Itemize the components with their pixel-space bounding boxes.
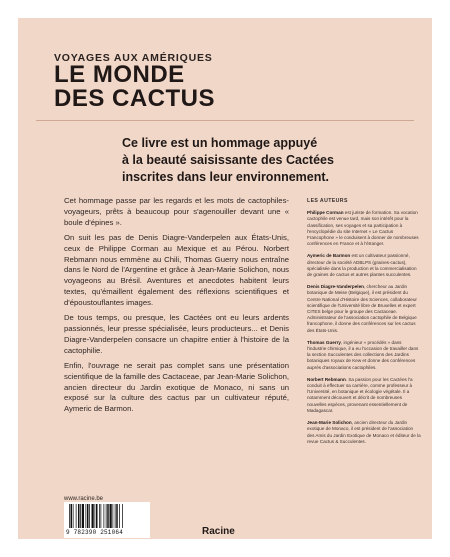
- authors-column: [307, 198, 421, 451]
- author-bio: , ancien directeur du Jardin exotique de Monaco, il est président de l'association des Amis du Jardin Exotique de Monaco et éditeur de la revue Cactus & Succulentes.: [307, 420, 421, 444]
- barcode-stripe: [69, 504, 70, 528]
- author-bio: . Sa passion pour les Cactées l'a conduit à effectuer sa carrière, comme professeur à l'Université, en botanique et écologie végétale. Il a notamment découvert et décrit de nombreuses nouvelles espèces, provenant essentiellement de Madagascar.: [307, 376, 413, 413]
- author-entry: [307, 377, 421, 414]
- blurb: [64, 196, 289, 419]
- author-entry: [307, 210, 421, 247]
- barcode-stripe: [107, 504, 109, 528]
- author-entry: [307, 340, 421, 371]
- blurb-paragraph: Enfin, l'ouvrage ne serait pas complet sans une présentation scientifique de la famille des Cactaceae, par Jean-Marie Solichon, ancien directeur du Jardin exotique de Monaco, ni sans un exposé sur la culture des cactus par un cultivateur réputé, Aymeric de Barmon.: [64, 360, 289, 414]
- barcode-stripe: [116, 504, 118, 528]
- publisher-logo: Racine: [202, 526, 235, 537]
- author-name: Jean-Marie Solichon: [307, 420, 352, 426]
- author-entry: [307, 420, 421, 445]
- blurb-paragraph: On suit les pas de Denis Diagre-Vanderpelen aux États-Unis, ceux de Philippe Corman au Mexique et au Pérou. Norbert Rebmann nous emmène au Chili, Thomas Guerry nous entraîne dans le Nord de l'Argentine et grâce à Jean-Marie Solichon, nous voyageons au Brésil. Aventures et anecdotes habitent leurs textes, qu'émaillent également des réflexions scientifiques et d'époustouflantes images.: [64, 232, 289, 308]
- publisher-url: www.racine.be: [64, 496, 104, 502]
- blurb-paragraph: De tous temps, ou presque, les Cactées ont eu leurs ardents passionnés, leur presse spécialisée, leurs producteurs... et Denis Diagre-Vanderpelen consacre un chapitre entier à l'histoire de la cactophilie.: [64, 313, 289, 355]
- tagline-line-1: Ce livre est un hommage appuyé: [122, 136, 318, 150]
- barcode-stripe: [104, 504, 105, 528]
- barcode-stripe: [82, 504, 84, 528]
- barcode-stripe: [87, 504, 89, 528]
- book-title: [54, 63, 215, 111]
- barcode-stripe: [113, 504, 114, 528]
- barcode-stripe: [86, 504, 87, 528]
- author-name: Denis Diagre-Vanderpelen: [307, 284, 364, 290]
- barcode-bars: [69, 504, 145, 528]
- barcode-stripe: [115, 504, 116, 528]
- author-bio: , ingénieur « procédés » dans l'industrie chimique, il a eu l'occasion de travailler dans la section Succulentes des collections des Jardins botaniques royaux de Kew et donne des conférences auprès d'associations cactophiles.: [307, 339, 419, 370]
- barcode-stripe: [101, 504, 102, 528]
- barcode-stripe: [96, 504, 98, 528]
- barcode-stripe: [76, 504, 77, 528]
- barcode-stripe: [92, 504, 94, 528]
- barcode-stripe: [119, 504, 120, 528]
- tagline-line-3: inscrites dans leur environnement.: [122, 170, 330, 184]
- tagline: [122, 135, 412, 186]
- author-name: Thomas Guerry: [307, 339, 341, 345]
- tagline-line-2: à la beauté saisissante des Cactées: [122, 153, 334, 167]
- barcode-stripe: [122, 504, 123, 528]
- isbn-number: 9 782390 251064: [66, 529, 124, 536]
- barcode-stripe: [71, 504, 73, 528]
- author-entry: [307, 284, 421, 334]
- barcode-stripe: [89, 504, 90, 528]
- series-label: VOYAGES AUX AMÉRIQUES: [54, 52, 213, 64]
- author-bio: est juriste de formation. Sa vocation cactophile est venue tard, mais son intérêt pour la classification, ses voyages et sa participation à l'encyclopédie du site Internet « Le Cactus Francophone » le conduisent à donner de nombreuses conférences en France et à l'étranger.: [307, 210, 419, 247]
- author-entry: [307, 253, 421, 278]
- barcode-stripe: [80, 504, 81, 528]
- barcode-stripe: [106, 504, 107, 528]
- author-name: Aymeric de Barmon: [307, 253, 351, 259]
- divider: [36, 120, 414, 121]
- author-bio: est un cultivateur passionné, directeur de la société ADBLPS (graines-cactus), spécialisée dans la production et la commercialisation de graines de cactus et autres plantes succulentes.: [307, 253, 417, 278]
- author-bio: , chercheur au Jardin botanique de Meise (Belgique), il est président du Centre National d'Histoire des Sciences, collaborateur scientifique de l'Université libre de Bruxelles et expert CITES belge pour le groupe des Cactaceae. Administrateur de l'association cactophile de Belgique francophone, il donne des conférences sur les cactus des États-Unis.: [307, 284, 417, 333]
- barcode-stripe: [99, 504, 100, 528]
- barcode-stripe: [73, 504, 74, 528]
- authors-heading: LES AUTEURS: [307, 198, 348, 204]
- blurb-paragraph: Cet hommage passe par les regards et les mots de cactophiles-voyageurs, prêts à beaucoup pour s'agenouiller devant une « boule d'épines ».: [64, 196, 289, 227]
- author-name: Philippe Corman: [307, 210, 344, 216]
- back-cover: [18, 18, 432, 539]
- isbn-barcode: [64, 502, 150, 538]
- barcode-stripe: [95, 504, 96, 528]
- author-name: Norbert Rebmann: [307, 376, 346, 382]
- barcode-stripe: [110, 504, 112, 528]
- title-line-2: DES CACTUS: [54, 85, 216, 112]
- barcode-stripe: [78, 504, 80, 528]
- title-line-1: LE MONDE: [54, 61, 185, 88]
